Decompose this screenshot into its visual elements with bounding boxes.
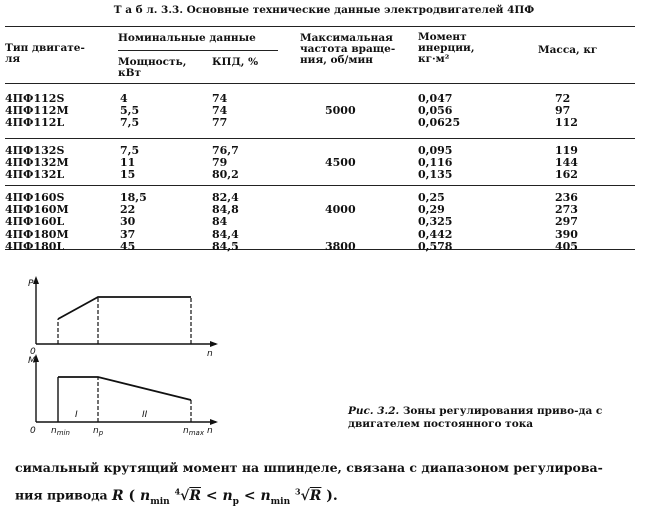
header-efficiency: КПД, % xyxy=(212,56,259,68)
nmax-label: $n_{max}$ xyxy=(183,426,204,437)
cell-power: 11 xyxy=(120,156,136,170)
cell-mass: 236 xyxy=(555,191,578,204)
cell-type: 4ПФ160S xyxy=(5,191,65,204)
cell-power: 18,5 xyxy=(120,191,147,204)
paragraph-line-2 xyxy=(15,478,338,514)
cell-mass: 390 xyxy=(555,227,578,241)
cell-type: 4ПФ180L xyxy=(5,239,65,253)
regulation-zones-diagram xyxy=(0,270,260,440)
header-max-speed: Максимальная частота враще-ния, об/мин xyxy=(300,32,396,66)
power-curve xyxy=(58,297,191,319)
cell-power: 4 xyxy=(120,92,128,105)
cell-max-speed: 4500 xyxy=(325,156,356,170)
table-top-rule xyxy=(5,26,635,27)
cell-type: 4ПФ160M xyxy=(5,203,69,217)
cell-efficiency: 76,7 xyxy=(212,144,239,157)
paragraph-prefix: ния привода xyxy=(15,487,108,503)
cell-type: 4ПФ132M xyxy=(5,156,69,170)
cell-mass: 273 xyxy=(555,203,578,217)
header-nominal: Номинальные данные xyxy=(118,32,256,44)
cell-type: 4ПФ112L xyxy=(5,116,65,130)
cell-efficiency: 77 xyxy=(212,116,228,130)
cell-inertia: 0,442 xyxy=(418,227,453,241)
cell-efficiency: 84,4 xyxy=(212,227,239,241)
cell-inertia: 0,056 xyxy=(418,104,453,118)
nmin-label: $n_{min}$ xyxy=(51,426,70,437)
torque-chart xyxy=(28,354,218,437)
power-origin-label: 0 xyxy=(30,347,36,357)
power-x-arrow-icon xyxy=(210,341,218,347)
cell-inertia: 0,095 xyxy=(418,144,453,157)
cell-power: 30 xyxy=(120,215,136,229)
cell-type: 4ПФ112M xyxy=(5,104,69,118)
cell-efficiency: 80,2 xyxy=(212,168,239,182)
figure-caption-label: Рис. 3.2. xyxy=(348,405,400,417)
figure-caption-text: Зоны регулирования приво-да с двигателем постоянного тока xyxy=(348,405,603,430)
power-axis-label: P xyxy=(28,279,34,289)
cell-efficiency: 84,5 xyxy=(212,239,239,253)
cell-power: 37 xyxy=(120,227,136,241)
cell-power: 22 xyxy=(120,203,136,217)
torque-n-label: n xyxy=(207,426,213,436)
cell-efficiency: 82,4 xyxy=(212,191,239,204)
cell-max-speed: 5000 xyxy=(325,104,356,118)
cell-mass: 112 xyxy=(555,116,578,130)
group-2-rule xyxy=(5,185,635,186)
cell-power: 15 xyxy=(120,168,136,182)
zone-1-label: I xyxy=(75,410,78,420)
power-chart xyxy=(28,276,218,359)
figure-caption xyxy=(348,405,638,431)
cell-type: 4ПФ132L xyxy=(5,168,65,182)
cell-efficiency: 74 xyxy=(212,92,228,105)
cell-power: 5,5 xyxy=(120,104,140,118)
cell-mass: 97 xyxy=(555,104,571,118)
cell-power: 7,5 xyxy=(120,116,140,130)
header-type: Тип двигате-ля xyxy=(5,42,85,65)
cell-power: 7,5 xyxy=(120,144,140,157)
torque-axis-label: M xyxy=(28,356,36,366)
cell-power: 45 xyxy=(120,239,136,253)
group-1-rule xyxy=(5,138,635,139)
cell-inertia: 0,047 xyxy=(418,92,453,105)
cell-inertia: 0,0625 xyxy=(418,116,461,130)
cell-inertia: 0,25 xyxy=(418,191,445,204)
cell-inertia: 0,135 xyxy=(418,168,453,182)
cell-mass: 144 xyxy=(555,156,578,170)
cell-inertia: 0,29 xyxy=(418,203,445,217)
zone-2-label: II xyxy=(142,410,148,420)
cell-mass: 297 xyxy=(555,215,578,229)
cell-efficiency: 84,8 xyxy=(212,203,239,217)
torque-x-arrow-icon xyxy=(210,419,218,425)
cell-efficiency: 79 xyxy=(212,156,228,170)
paragraph-line-1: симальный крутящий момент на шпинделе, связана с диапазоном регулирова- xyxy=(15,460,603,475)
cell-inertia: 0,116 xyxy=(418,156,453,170)
cell-mass: 119 xyxy=(555,144,578,157)
header-inertia: Момент инерции, кг·м² xyxy=(418,31,475,65)
cell-mass: 405 xyxy=(555,239,578,253)
cell-type: 4ПФ112S xyxy=(5,92,65,105)
range-formula: R ( $n_{min}$ $^4√R < n_p < n_{min}$ $^3$√R ). xyxy=(111,486,338,507)
torque-origin-label: 0 xyxy=(30,426,36,436)
header-mass: Масса, кг xyxy=(538,44,598,56)
cell-inertia: 0,578 xyxy=(418,239,453,253)
cell-mass: 72 xyxy=(555,92,571,105)
cell-type: 4ПФ160L xyxy=(5,215,65,229)
cell-mass: 162 xyxy=(555,168,578,182)
cell-type: 4ПФ180M xyxy=(5,227,69,241)
cell-efficiency: 84 xyxy=(212,215,228,229)
cell-efficiency: 74 xyxy=(212,104,228,118)
power-y-arrow-icon xyxy=(33,276,39,284)
power-n-label: n xyxy=(207,349,213,359)
header-power: Мощность, кВт xyxy=(118,56,187,79)
nominal-header-rule xyxy=(118,50,278,51)
cell-max-speed: 4000 xyxy=(325,203,356,217)
np-label: $n_p$ xyxy=(93,426,104,437)
table-title: Т а б л. 3.3. Основные технические данные электродвигателей 4ПФ xyxy=(113,4,535,16)
torque-curve xyxy=(58,377,191,400)
cell-inertia: 0,325 xyxy=(418,215,453,229)
table-bottom-rule xyxy=(5,249,635,250)
cell-max-speed-2: 3800 xyxy=(325,239,356,253)
cell-type: 4ПФ132S xyxy=(5,144,65,157)
header-bottom-rule xyxy=(5,83,635,84)
